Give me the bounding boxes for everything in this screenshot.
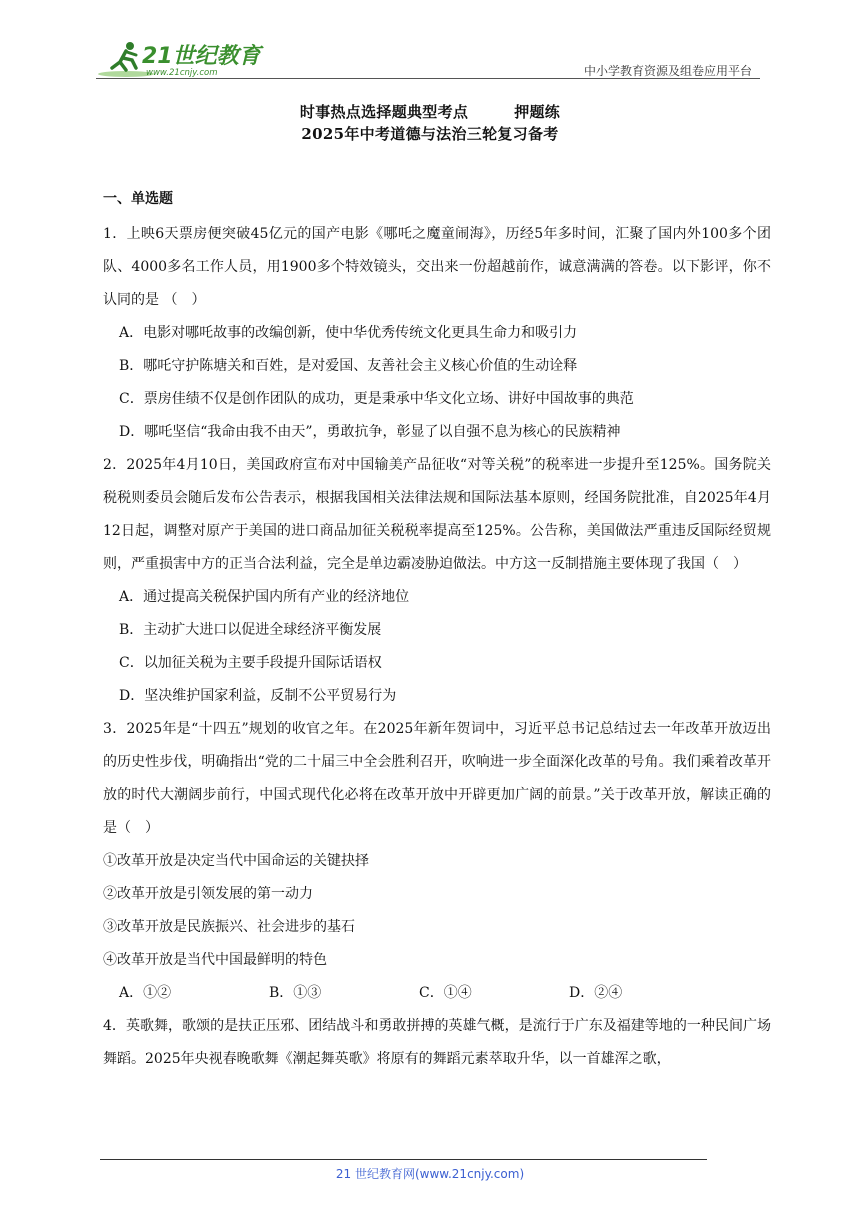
option-row: [103, 977, 771, 1010]
option: A．通过提高关税保护国内所有产业的经济地位: [119, 589, 410, 605]
question-stem: 3．2025年是“十四五”规划的收官之年。在2025年新年贺词中，习近平总书记总结过去一年改革开放迈出的历史性步伐，明确指出“党的二十届三中全会胜利召开，吹响进一步全面深化改革的号角。我们乘着改革开放的时代大潮阔步前行，中国式现代化必将在改革开放中开辟更加广阔的前景。”关于改革开放，解读正确的是（ ）: [103, 721, 771, 836]
option: B．主动扩大进口以促进全球经济平衡发展: [119, 622, 382, 638]
question-stem: 4．英歌舞，歌颂的是扶正压邪、团结战斗和勇敢拼搏的英雄气概，是流行于广东及福建等地的一种民间广场舞蹈。2025年央视春晚歌舞《潮起舞英歌》将原有的舞蹈元素萃取升华，以一首雄浑之歌，: [103, 1018, 771, 1067]
platform-name: 中小学教育资源及组卷应用平台: [583, 64, 752, 78]
title-subtitle: 押题练: [514, 103, 561, 121]
option: C．票房佳绩不仅是创作团队的成功，更是秉承中华文化立场、讲好中国故事的典范: [119, 391, 634, 407]
svg-text:21世纪教育: 21世纪教育: [142, 44, 261, 69]
question-stem: 2．2025年4月10日，美国政府宣布对中国输美产品征收“对等关税”的税率进一步提升至125%。国务院关税税则委员会随后发布公告表示，根据我国相关法律法规和国际法基本原则，经国务院批准，自2025年4月12日起，调整对原产于美国的进口商品加征关税税率提高至125%。公告称，美国做法严重违反国际经贸规则，严重损害中方的正当合法利益，完全是单边霸凌胁迫做法。中方这一反制措施主要体现了我国（ ）: [103, 457, 771, 572]
statement: ④改革开放是当代中国最鲜明的特色: [103, 952, 327, 968]
footer-link[interactable]: 21 世纪教育网(www.21cnjy.com): [335, 1167, 525, 1181]
option: B．①③: [269, 985, 322, 1001]
svg-text:www.21cnjy.com: www.21cnjy.com: [146, 68, 218, 78]
site-logo: [96, 38, 266, 80]
header-divider: [96, 78, 760, 79]
title-topic: 时事热点选择题典型考点: [299, 103, 469, 121]
title-line-1: [0, 101, 860, 122]
statement: ②改革开放是引领发展的第一动力: [103, 886, 313, 902]
page-header: [96, 38, 760, 80]
option: B．哪吒守护陈塘关和百姓，是对爱国、友善社会主义核心价值的生动诠释: [119, 358, 578, 374]
option: D．坚决维护国家利益，反制不公平贸易行为: [119, 688, 397, 704]
option: D．②④: [569, 985, 623, 1001]
question-stem: 1．上映6天票房便突破45亿元的国产电影《哪吒之魔童闹海》，历经5年多时间，汇聚了国内外100多个团队、4000多名工作人员，用1900多个特效镜头，交出来一份超越前作，诚意满满的答卷。以下影评，你不认同的是 （ ）: [103, 226, 771, 308]
option: D．哪吒坚信“我命由我不由天”，勇敢抗争，彰显了以自强不息为核心的民族精神: [119, 424, 621, 440]
statement: ①改革开放是决定当代中国命运的关键抉择: [103, 853, 369, 869]
section-heading: 一、单选题: [103, 191, 173, 207]
option: A．①②: [119, 985, 172, 1001]
question-content: [103, 188, 771, 1076]
option: A．电影对哪吒故事的改编创新，使中华优秀传统文化更具生命力和吸引力: [119, 325, 578, 341]
option: C．以加征关税为主要手段提升国际话语权: [119, 655, 382, 671]
option: C．①④: [419, 985, 472, 1001]
footer-divider: [100, 1159, 707, 1160]
statement: ③改革开放是民族振兴、社会进步的基石: [103, 919, 355, 935]
title-line-2: 2025年中考道德与法治三轮复习备考: [301, 125, 559, 143]
